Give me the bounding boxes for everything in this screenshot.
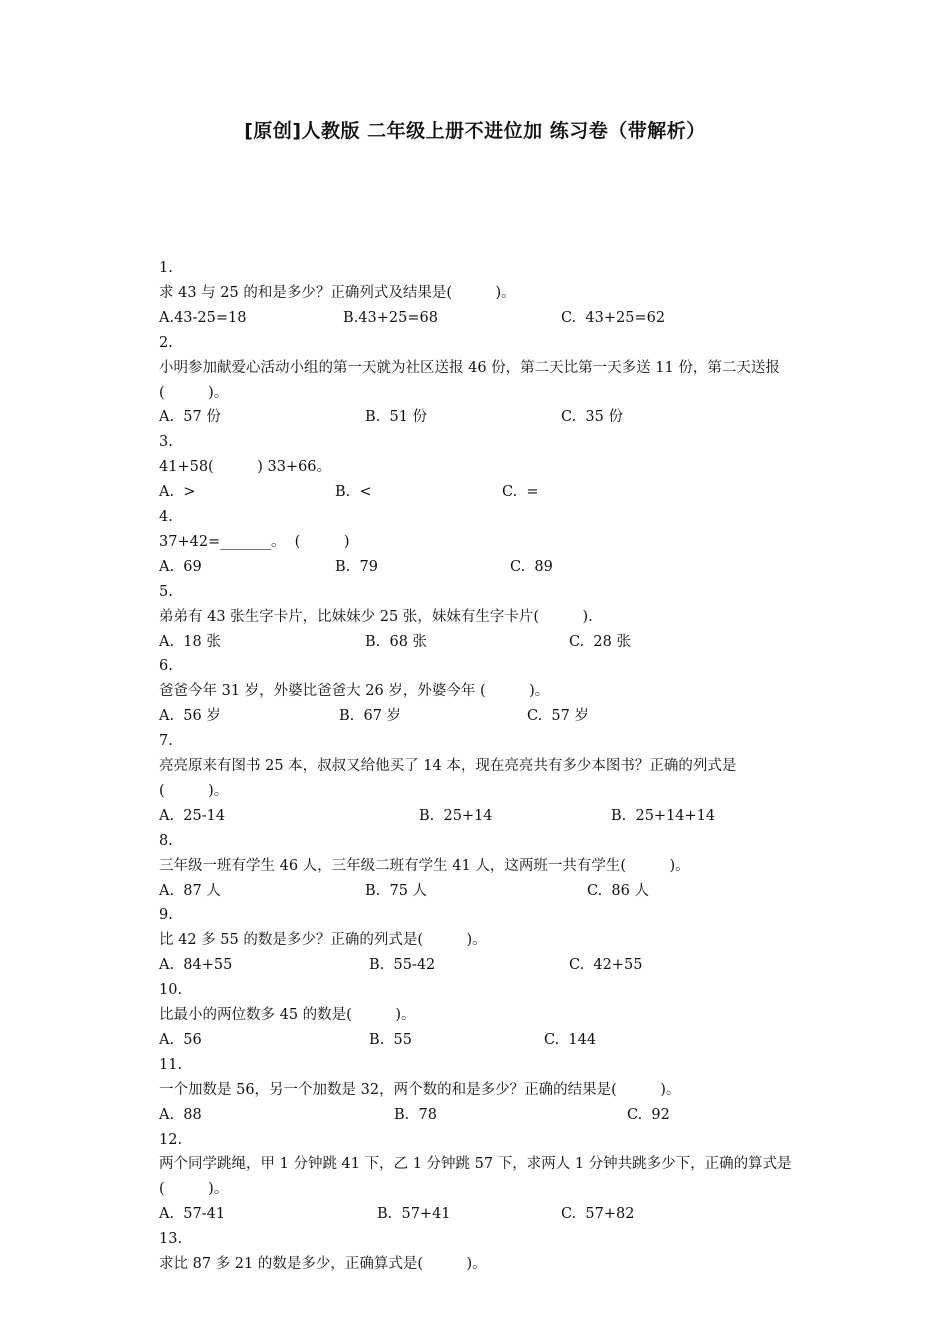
answer-option: B. 55-42 bbox=[369, 957, 436, 974]
answer-option: C. 89 bbox=[510, 558, 553, 575]
question-item bbox=[159, 829, 799, 904]
answer-option: A. 18 张 bbox=[159, 633, 221, 650]
question-item bbox=[159, 1128, 799, 1228]
question-number: 4. bbox=[159, 509, 173, 526]
document-title: [原创]人教版 二年级上册不进位加 练习卷（带解析） bbox=[244, 120, 706, 142]
answer-option: A. 56 bbox=[159, 1031, 202, 1048]
question-text: 比 42 多 55 的数是多少？正确的列式是( )。 bbox=[159, 932, 487, 949]
question-number: 13. bbox=[159, 1231, 183, 1248]
question-text: 弟弟有 43 张生字卡片，比妹妹少 25 张，妹妹有生字卡片( ). bbox=[159, 608, 593, 625]
answer-option: C. = bbox=[502, 484, 539, 501]
answer-options bbox=[159, 1103, 799, 1128]
question-item bbox=[159, 505, 799, 580]
question-item bbox=[159, 1053, 799, 1128]
question-number: 7. bbox=[159, 733, 173, 750]
answer-option: A. 87 人 bbox=[159, 882, 221, 899]
question-item bbox=[159, 1227, 799, 1277]
question-text: 亮亮原来有图书 25 本，叔叔又给他买了 14 本，现在亮亮共有多少本图书？正确的列式是( )。 bbox=[159, 758, 737, 799]
question-list bbox=[159, 256, 799, 1277]
answer-option: C. 92 bbox=[627, 1106, 670, 1123]
answer-option: C. 86 人 bbox=[587, 882, 649, 899]
answer-option: B. 67 岁 bbox=[339, 708, 402, 725]
answer-option: B. 25+14 bbox=[419, 807, 493, 824]
question-number: 9. bbox=[159, 907, 173, 924]
question-item bbox=[159, 729, 799, 829]
answer-option: A. > bbox=[159, 484, 196, 501]
answer-options bbox=[159, 555, 799, 580]
answer-option: A.43-25=18 bbox=[159, 309, 247, 326]
answer-options bbox=[159, 1202, 799, 1227]
answer-options bbox=[159, 630, 799, 655]
question-item bbox=[159, 654, 799, 729]
question-number: 3. bbox=[159, 434, 173, 451]
answer-option: B. 79 bbox=[335, 558, 378, 575]
answer-option: A. 57-41 bbox=[159, 1206, 226, 1223]
answer-options bbox=[159, 306, 799, 331]
question-text: 爸爸今年 31 岁，外婆比爸爸大 26 岁，外婆今年 ( )。 bbox=[159, 683, 550, 700]
answer-option: C. 28 张 bbox=[569, 633, 631, 650]
answer-option: C. 42+55 bbox=[569, 957, 643, 974]
question-item bbox=[159, 331, 799, 431]
answer-option: B. 68 张 bbox=[365, 633, 428, 650]
answer-option: A. 84+55 bbox=[159, 957, 233, 974]
answer-option: B. 25+14+14 bbox=[611, 807, 716, 824]
answer-option: C. 35 份 bbox=[561, 409, 623, 426]
answer-option: A. 57 份 bbox=[159, 409, 221, 426]
question-item bbox=[159, 430, 799, 505]
question-number: 12. bbox=[159, 1131, 183, 1148]
question-text: 两个同学跳绳，甲 1 分钟跳 41 下，乙 1 分钟跳 57 下，求两人 1 分钟共跳多少下，正确的算式是( )。 bbox=[159, 1156, 792, 1198]
question-item bbox=[159, 580, 799, 655]
question-number: 6. bbox=[159, 658, 173, 675]
answer-options bbox=[159, 480, 799, 505]
question-text: 37+42=_______。 ( ) bbox=[159, 533, 350, 550]
answer-option: B.43+25=68 bbox=[343, 309, 438, 326]
question-number: 11. bbox=[159, 1056, 183, 1073]
answer-option: B. 55 bbox=[369, 1031, 412, 1048]
answer-options bbox=[159, 879, 799, 904]
answer-options bbox=[159, 1028, 799, 1053]
answer-options bbox=[159, 804, 799, 829]
answer-options bbox=[159, 405, 799, 430]
question-text: 三年级一班有学生 46 人，三年级二班有学生 41 人，这两班一共有学生( )。 bbox=[159, 857, 690, 874]
answer-option: C. 43+25=62 bbox=[561, 309, 666, 326]
answer-option: B. 78 bbox=[394, 1106, 437, 1123]
question-text: 求 43 与 25 的和是多少？正确列式及结果是( )。 bbox=[159, 284, 516, 301]
question-number: 8. bbox=[159, 832, 173, 849]
answer-option: A. 56 岁 bbox=[159, 708, 221, 725]
question-number: 1. bbox=[159, 260, 173, 276]
question-item bbox=[159, 256, 799, 331]
answer-option: C. 57+82 bbox=[561, 1206, 635, 1223]
question-item bbox=[159, 978, 799, 1053]
question-text: 求比 87 多 21 的数是多少，正确算式是( )。 bbox=[159, 1256, 487, 1273]
question-text: 一个加数是 56，另一个加数是 32，两个数的和是多少？正确的结果是( )。 bbox=[159, 1081, 681, 1098]
question-text: 比最小的两位数多 45 的数是( )。 bbox=[159, 1007, 416, 1024]
answer-option: B. < bbox=[335, 484, 372, 501]
answer-options bbox=[159, 704, 799, 729]
answer-option: B. 57+41 bbox=[377, 1206, 451, 1223]
question-text: 41+58( ) 33+66。 bbox=[159, 459, 332, 476]
question-number: 2. bbox=[159, 334, 173, 351]
answer-option: B. 75 人 bbox=[365, 882, 428, 899]
question-item bbox=[159, 903, 799, 978]
answer-option: C. 144 bbox=[544, 1031, 597, 1048]
answer-option: A. 88 bbox=[159, 1106, 202, 1123]
answer-option: B. 51 份 bbox=[365, 409, 428, 426]
question-number: 5. bbox=[159, 583, 173, 600]
question-text: 小明参加献爱心活动小组的第一天就为社区送报 46 份，第二天比第一天多送 11 份，第二天送报( )。 bbox=[159, 359, 780, 401]
answer-option: A. 69 bbox=[159, 558, 202, 575]
question-number: 10. bbox=[159, 982, 183, 999]
answer-options bbox=[159, 953, 799, 978]
answer-option: C. 57 岁 bbox=[527, 708, 589, 725]
answer-option: A. 25-14 bbox=[159, 807, 226, 824]
